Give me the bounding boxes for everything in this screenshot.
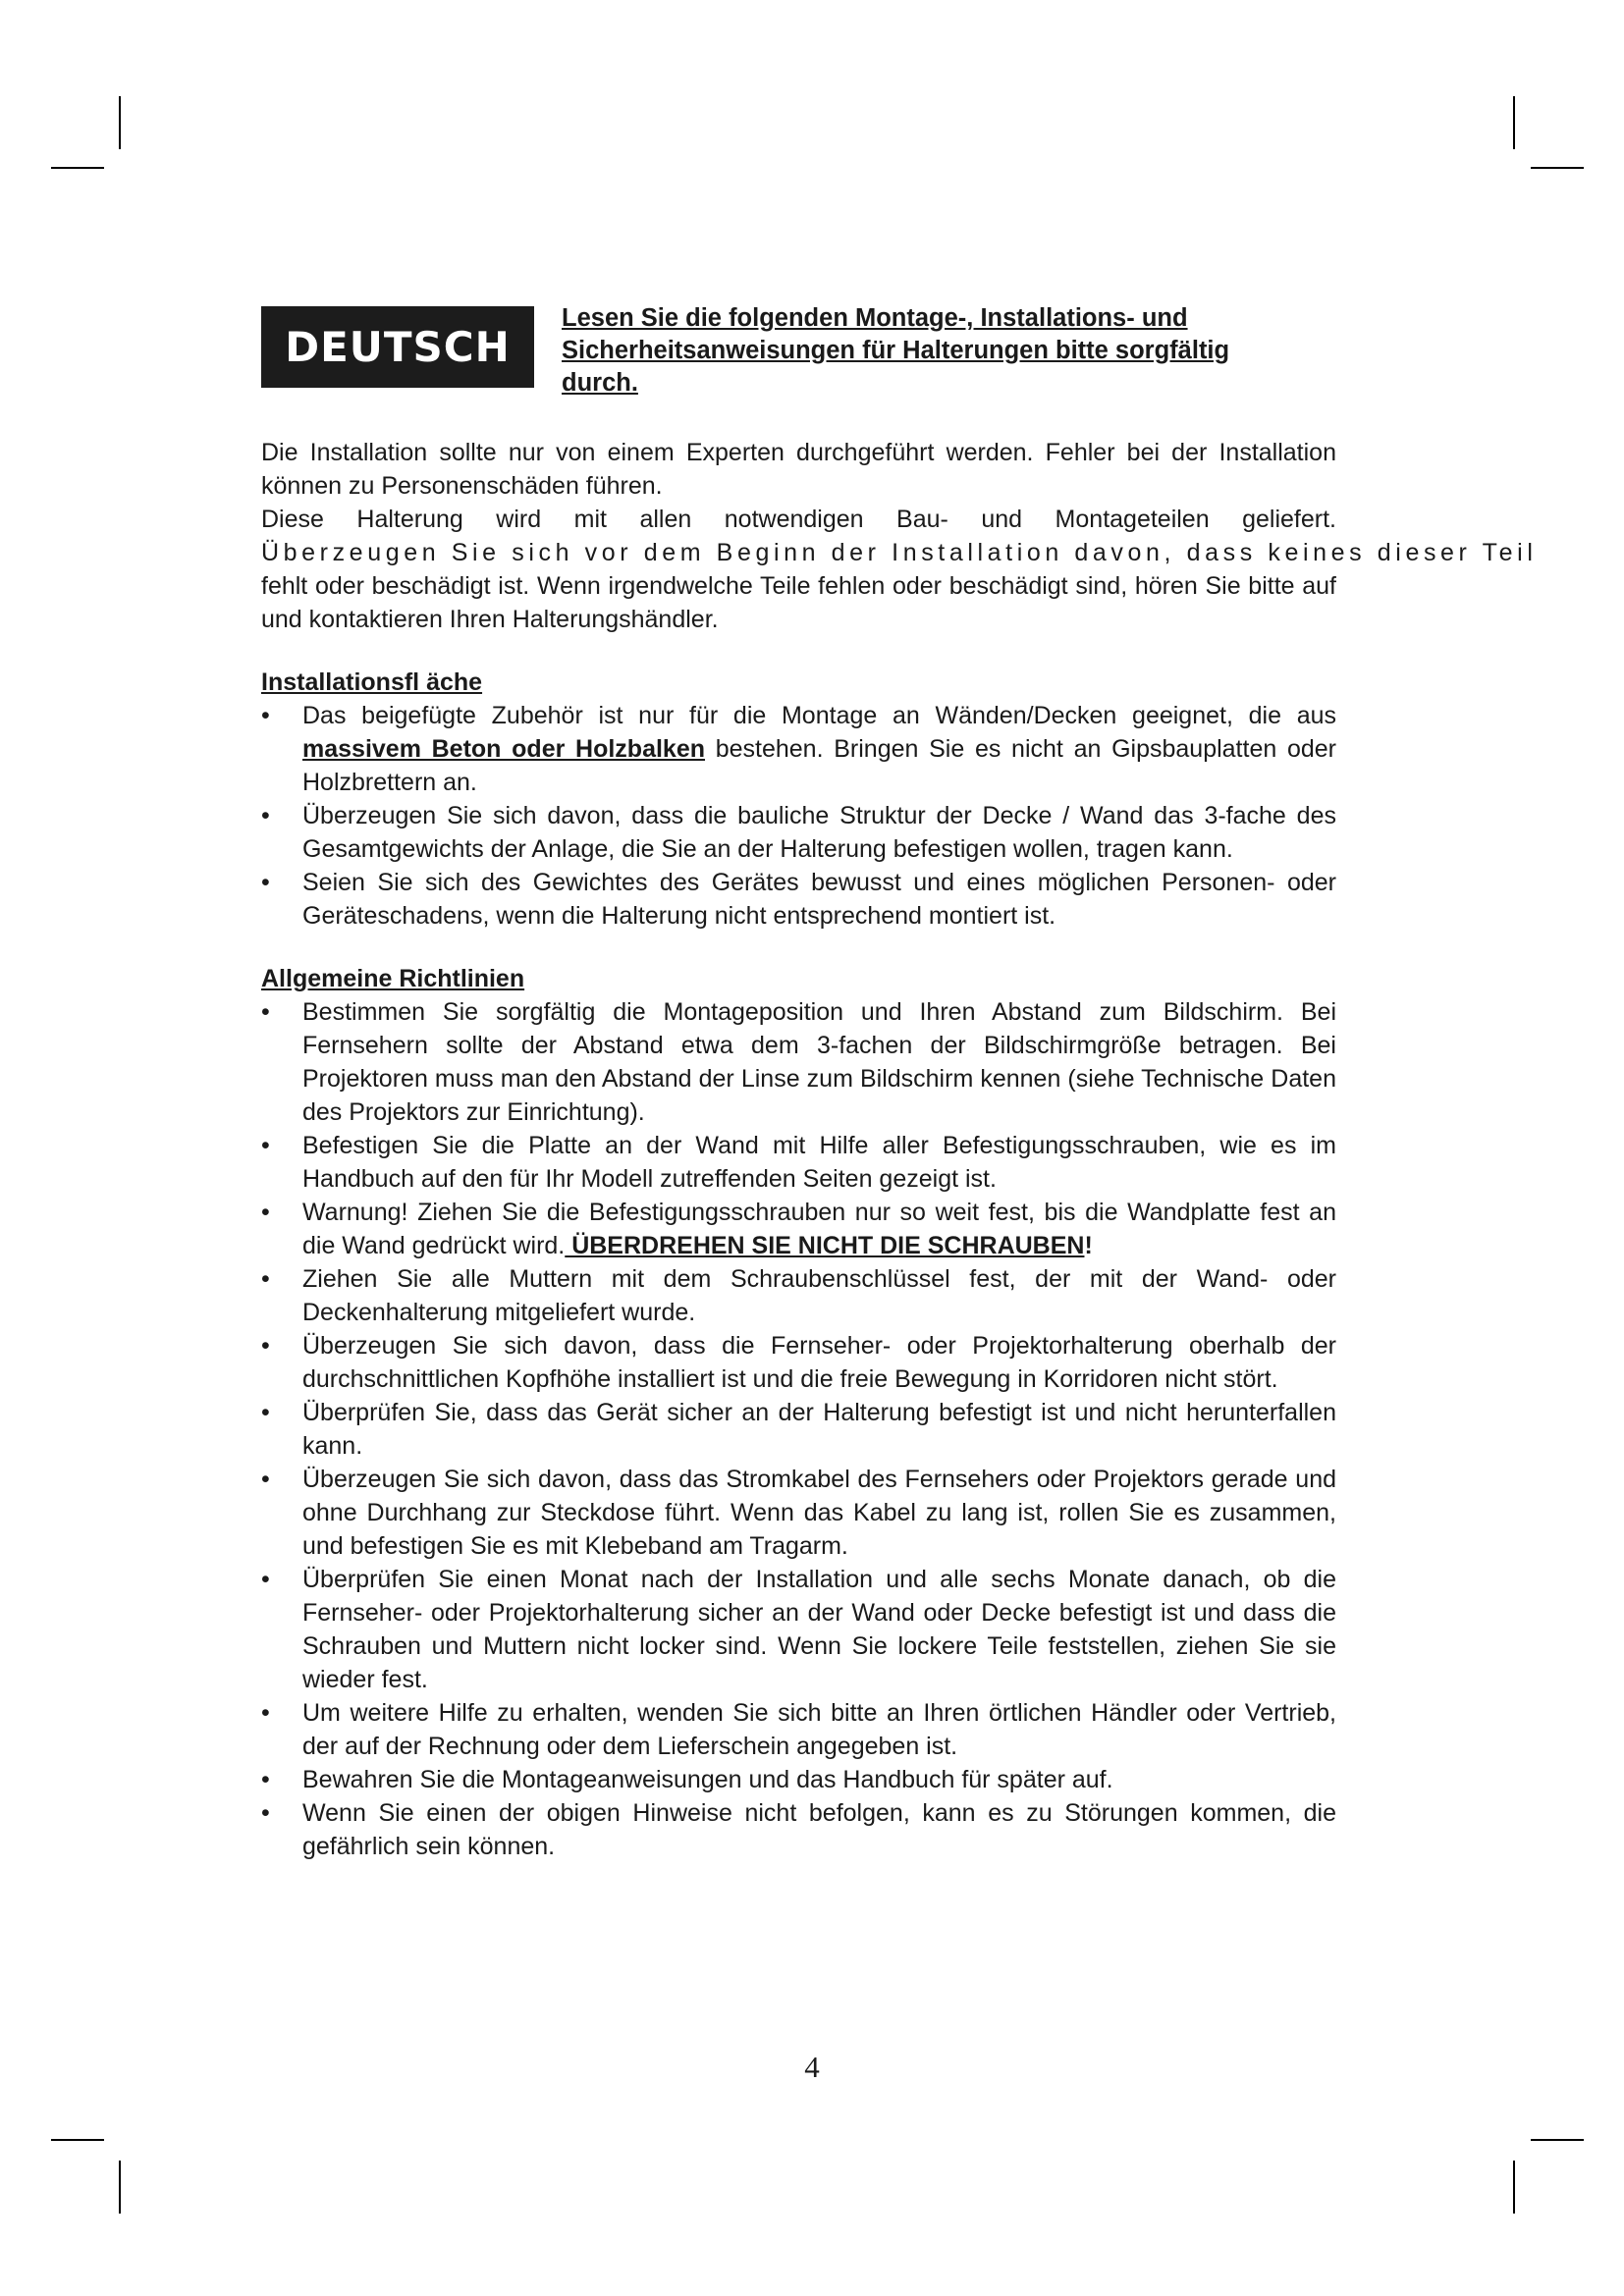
bullet-icon: • [261,1466,270,1493]
page-title [562,302,1308,400]
list-item: • Überzeugen Sie sich davon, dass die Fernseher- oder Projektorhalterung oberhalb der durchschnittlichen Kopfhöhe installiert ist und die freie Bewegung in Korridoren nicht stört. [261,1329,1336,1396]
bullet-icon: • [261,1265,270,1293]
list-item: • Überzeugen Sie sich davon, dass die bauliche Struktur der Decke / Wand das 3-fache des Gesamtgewichts der Anlage, die Sie an der Halterung befestigen wollen, tragen kann. [261,799,1336,866]
crop-mark-bottom-right-vertical [1513,2161,1515,2214]
section-heading-installation-surface: Installationsfl äche [261,668,483,696]
section-heading-general-guidelines: Allgemeine Richtlinien [261,965,525,992]
bullet-icon: • [261,802,270,829]
title-line-3: durch. [562,369,638,397]
document-body [261,436,1538,1863]
bullet-icon: • [261,1799,270,1827]
intro-paragraph-1: Die Installation sollte nur von einem Experten durchgeführt werden. Fehler bei der Installation können zu Personenschäden führen. [261,439,1336,500]
warning-text: ÜBERDREHEN SIE NICHT DIE SCHRAUBEN [565,1232,1085,1259]
crop-mark-bottom-right-horizontal [1531,2139,1584,2141]
intro-paragraph-4: fehlt oder beschädigt ist. Wenn irgendwelche Teile fehlen oder beschädigt sind, hören Sie bitte auf und kontaktieren Ihren Halterungshändler. [261,572,1336,633]
list-item: • Bewahren Sie die Montageanweisungen und das Handbuch für später auf. [261,1763,1336,1796]
crop-mark-top-left-horizontal [51,167,104,169]
intro-paragraph-2: Diese Halterung wird mit allen notwendigen Bau- und Montageteilen geliefert. [261,506,1336,533]
list-item: • Warnung! Ziehen Sie die Befestigungsschrauben nur so weit fest, bis die Wandplatte fest an die Wand gedrückt wird. ÜBERDREHEN SIE NICHT DIE SCHRAUBEN! [261,1196,1336,1262]
bullet-icon: • [261,1399,270,1426]
crop-mark-bottom-left-horizontal [51,2139,104,2141]
highlight-text: massivem Beton oder Holzbalken [302,735,706,763]
bullet-icon: • [261,702,270,729]
bullet-icon: • [261,1332,270,1360]
page-number: 4 [804,2050,820,2084]
list-item: • Wenn Sie einen der obigen Hinweise nicht befolgen, kann es zu Störungen kommen, die gefährlich sein können. [261,1796,1336,1863]
crop-mark-top-right-vertical [1513,96,1515,149]
bullet-icon: • [261,1566,270,1593]
list-item: • Das beigefügte Zubehör ist nur für die Montage an Wänden/Decken geeignet, die aus massivem Beton oder Holzbalken bestehen. Bringen Sie es nicht an Gipsbauplatten oder Holzbrettern an. [261,699,1336,799]
list-item: • Ziehen Sie alle Muttern mit dem Schraubenschlüssel fest, der mit der Wand- oder Deckenhalterung mitgeliefert wurde. [261,1262,1336,1329]
list-item: • Überprüfen Sie einen Monat nach der Installation und alle sechs Monate danach, ob die Fernseher- oder Projektorhalterung sicher an der Wand oder Decke befestigt ist und dass die Schrauben und Muttern nicht locker sind. Wenn Sie lockere Teile feststellen, ziehen Sie sie wieder fest. [261,1563,1336,1696]
intro-section [261,436,1538,636]
title-line-2: Sicherheitsanweisungen für Halterungen bitte sorgfältig [562,337,1230,364]
list-item: • Um weitere Hilfe zu erhalten, wenden Sie sich bitte an Ihren örtlichen Händler oder Vertrieb, der auf der Rechnung oder dem Lieferschein angegeben ist. [261,1696,1336,1763]
bullet-icon: • [261,1766,270,1793]
list-item: • Bestimmen Sie sorgfältig die Montageposition und Ihren Abstand zum Bildschirm. Bei Fernsehern sollte der Abstand etwa dem 3-fachen der Bildschirmgröße betragen. Bei Projektoren muss man den Abstand der Linse zum Bildschirm kennen (siehe Technische Daten des Projektors zur Einrichtung). [261,995,1336,1129]
bullet-icon: • [261,869,270,896]
list-item: • Überzeugen Sie sich davon, dass das Stromkabel des Fernsehers oder Projektors gerade und ohne Durchhang zur Steckdose führt. Wenn das Kabel zu lang ist, rollen Sie es zusammen, und befestigen Sie es mit Klebeband am Tragarm. [261,1463,1336,1563]
general-guidelines-list [261,995,1336,1863]
installation-surface-list [261,699,1336,933]
bullet-icon: • [261,1199,270,1226]
list-item: • Überprüfen Sie, dass das Gerät sicher an der Halterung befestigt ist und nicht herunterfallen kann. [261,1396,1336,1463]
bullet-icon: • [261,1699,270,1727]
language-badge: DEUTSCH [261,306,534,388]
list-item: • Seien Sie sich des Gewichtes des Gerätes bewusst und eines möglichen Personen- oder Geräteschadens, wenn die Halterung nicht entsprechend montiert ist. [261,866,1336,933]
bullet-icon: • [261,998,270,1026]
list-item: • Befestigen Sie die Platte an der Wand mit Hilfe aller Befestigungsschrauben, wie es im Handbuch auf den für Ihr Modell zutreffenden Seiten gezeigt ist. [261,1129,1336,1196]
crop-mark-top-right-horizontal [1531,167,1584,169]
crop-mark-bottom-left-vertical [119,2161,121,2214]
bullet-icon: • [261,1132,270,1159]
crop-mark-top-left-vertical [119,96,121,149]
title-line-1: Lesen Sie die folgenden Montage-, Installations- und [562,304,1188,332]
intro-paragraph-3: Überzeugen Sie sich vor dem Beginn der Installation davon, dass keines dieser Teil [261,539,1538,566]
